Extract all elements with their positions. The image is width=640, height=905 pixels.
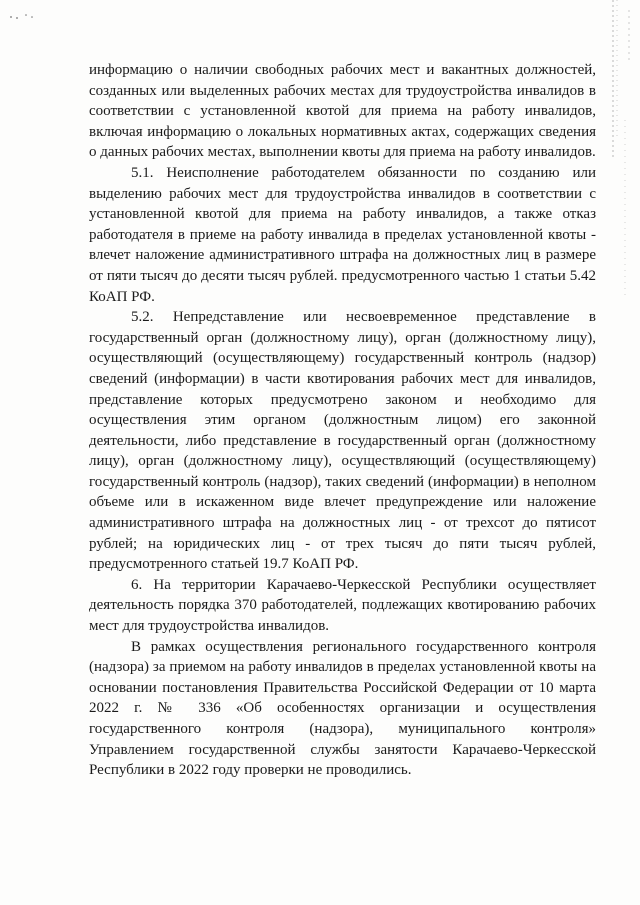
paragraph-6: 6. На территории Карачаево-Черкесской Республики осуществляет деятельность порядка 370 работодателей, подлежащих квотированию рабочих мест для трудоустройства инвалидов. (89, 576, 596, 635)
document-body (89, 60, 596, 781)
scan-corner-marks (8, 8, 48, 24)
scan-right-edge (607, 0, 637, 905)
paragraph-final: В рамках осуществления регионального государственного контроля (надзора) за приемом на работу инвалидов в пределах установленной квоты на основании постановления Правительства Российской Федерации от 10 марта 2022 г. № 336 «Об особенностях организации и осуществления государственного контроля (надзора), муниципального контроля» Управлением государственной службы занятости Карачаево-Черкесской Республики в 2022 году проверки не проводились. (89, 638, 596, 779)
paragraph-5-1: 5.1. Неисполнение работодателем обязанности по созданию или выделению рабочих мест для трудоустройства инвалидов в соответствии с установленной квотой для приема на работу инвалидов, а также отказ работодателя в приеме на работу инвалида в пределах установленной квоты - влечет наложение административного штрафа на должностных лиц в размере от пяти тысяч до десяти тысяч рублей. предусмотренного частью 1 статьи 5.42 КоАП РФ. (89, 164, 596, 305)
paragraph-continuation: информацию о наличии свободных рабочих мест и вакантных должностей, созданных или выделенных рабочих местах для трудоустройства инвалидов в соответствии с установленной квотой для приема на работу инвалидов, включая информацию о локальных нормативных актах, содержащих сведения о данных рабочих местах, выполнении квоты для приема на работу инвалидов. (89, 62, 596, 161)
paragraph-5-2: 5.2. Непредставление или несвоевременное представление в государственный орган (должностному лицу), орган (должностному лицу), осуществляющий (осуществляющему) государственный контроль (надзор) сведений (информации) в части квотирования рабочих мест для инвалидов, представление которых предусмотрено законом и необходимо для осуществления этим органом (должностным лицом) его законной деятельности, либо представление в государственный орган (должностному лицу), орган (должностному лицу), осуществляющий (осуществляющему) государственный контроль (надзор), таких сведений (информации) в неполном объеме или в искаженном виде влечет предупреждение или наложение административного штрафа на должностных лиц - от трехсот до пятисот рублей; на юридических лиц - от трех тысяч до пяти тысяч рублей, предусмотренного статьей 19.7 КоАП РФ. (89, 309, 596, 573)
